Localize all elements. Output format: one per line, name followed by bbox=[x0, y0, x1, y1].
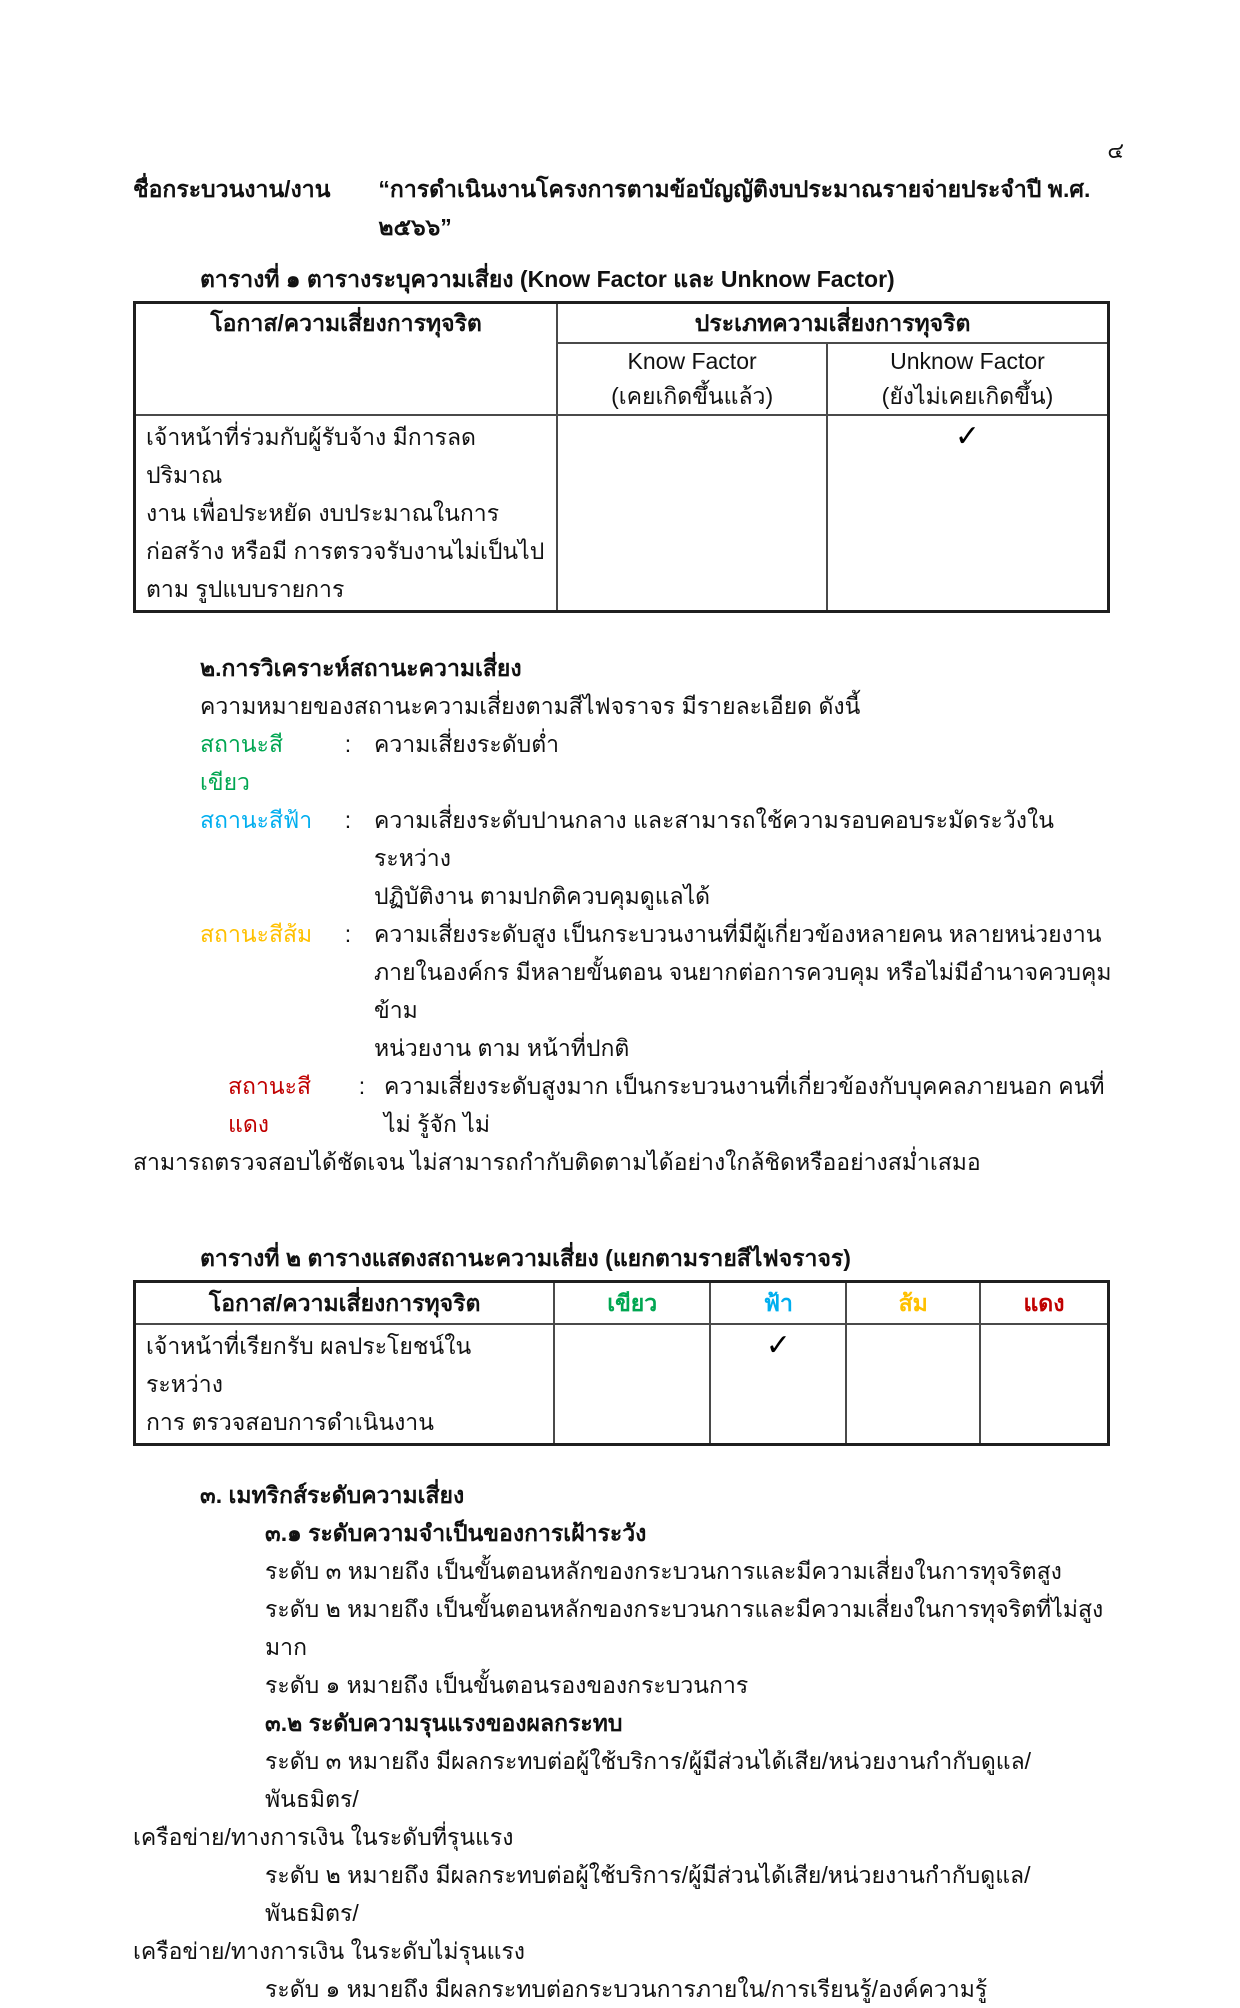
status-blue-line: ความเสี่ยงระดับปานกลาง และสามารถใช้ความรอบคอบระมัดระวังในระหว่าง bbox=[374, 807, 1054, 871]
status-red-continuation: สามารถตรวจสอบได้ชัดเจน ไม่สามารถกำกับติดตามได้อย่างใกล้ชิดหรืออย่างสม่ำเสมอ bbox=[133, 1149, 981, 1175]
status-orange-description bbox=[374, 915, 1115, 1067]
table2-row-green-cell bbox=[554, 1324, 710, 1445]
unknow-factor-subtitle: (ยังไม่เคยเกิดขึ้น) bbox=[881, 383, 1054, 409]
section3-sub1-item: ระดับ ๓ หมายถึง เป็นขั้นตอนหลักของกระบวนการและมีความเสี่ยงในการทุจริตสูง bbox=[265, 1557, 1062, 1584]
checkmark-icon: ✓ bbox=[765, 1328, 791, 1362]
table2-col-green: เขียว bbox=[554, 1282, 710, 1324]
table2-row-line: เจ้าหน้าที่เรียกรับ ผลประโยชน์ในระหว่าง bbox=[146, 1332, 472, 1397]
section2-heading: ๒.การวิเคราะห์สถานะความเสี่ยง bbox=[200, 655, 522, 681]
status-colon: : bbox=[344, 807, 352, 833]
table1-col-opportunity: โอกาส/ความเสี่ยงการทุจริต bbox=[135, 303, 558, 416]
status-red-row bbox=[228, 1067, 1115, 1143]
page-number: ๔ bbox=[1107, 138, 1124, 163]
table2-col-red: แดง bbox=[980, 1282, 1109, 1324]
unknow-factor-title: Unknow Factor bbox=[890, 348, 1045, 374]
section3-heading: ๓. เมทริกส์ระดับความเสี่ยง bbox=[200, 1481, 465, 1508]
table2-col-orange: ส้ม bbox=[846, 1282, 979, 1324]
status-red-label: สถานะสีแดง bbox=[228, 1073, 311, 1137]
table1-header-row-1 bbox=[135, 303, 1109, 344]
status-blue-label: สถานะสีฟ้า bbox=[200, 807, 313, 833]
table1-col-unknow-factor bbox=[827, 343, 1109, 415]
table2-row-orange-cell bbox=[846, 1324, 979, 1445]
section2-intro: ความหมายของสถานะความเสี่ยงตามสีไฟจราจร มีรายละเอียด ดังนี้ bbox=[200, 693, 861, 719]
risk-identification-table bbox=[133, 301, 1110, 613]
section3-sub2-item-continuation: เครือข่าย/ทางการเงิน ในระดับไม่รุนแรง bbox=[133, 1937, 526, 1964]
know-factor-title: Know Factor bbox=[627, 348, 757, 374]
table2-row-opportunity bbox=[135, 1324, 555, 1445]
status-red-description: ความเสี่ยงระดับสูงมาก เป็นกระบวนงานที่เกี่ยวข้องกับบุคคลภายนอก คนที่ไม่ รู้จัก ไม่ bbox=[384, 1073, 1105, 1137]
table1-row-line: ตาม รูปแบบรายการ bbox=[146, 576, 345, 602]
table2-row-blue-cell bbox=[710, 1324, 846, 1445]
table1-col-know-factor bbox=[557, 343, 827, 415]
section3-sub2-item-line: ระดับ ๒ หมายถึง มีผลกระทบต่อผู้ใช้บริการ/ผู้มีส่วนได้เสีย/หน่วยงานกำกับดูแล/พันธมิตร/ bbox=[265, 1861, 1031, 1926]
page-content bbox=[133, 170, 1115, 2008]
section3-sub2-item-line: ระดับ ๑ หมายถึง มีผลกระทบต่อกระบวนการภายใน/การเรียนรู้/องค์ความรู้ bbox=[265, 1975, 988, 2002]
section3-sub2-item-continuation: เครือข่าย/ทางการเงิน ในระดับที่รุนแรง bbox=[133, 1823, 514, 1850]
checkmark-icon: ✓ bbox=[954, 420, 981, 453]
status-green-label: สถานะสีเขียว bbox=[200, 731, 283, 795]
status-orange-label: สถานะสีส้ม bbox=[200, 921, 313, 947]
table2-caption: ตารางที่ ๒ ตารางแสดงสถานะความเสี่ยง (แยกตามรายสีไฟจราจร) bbox=[200, 1245, 851, 1271]
status-blue-description bbox=[374, 801, 1115, 915]
status-orange-line: ความเสี่ยงระดับสูง เป็นกระบวนงานที่มีผู้เกี่ยวข้องหลายคน หลายหน่วยงาน bbox=[374, 921, 1102, 947]
status-colon: : bbox=[344, 921, 352, 947]
process-title-line bbox=[133, 170, 1115, 246]
table1-row-unknow-cell bbox=[827, 415, 1109, 612]
table2-col-blue: ฟ้า bbox=[710, 1282, 846, 1324]
table2-header-row bbox=[135, 1282, 1109, 1324]
section3-sub1-heading: ๓.๑ ระดับความจำเป็นของการเฝ้าระวัง bbox=[265, 1519, 647, 1546]
table1-row-line: เจ้าหน้าที่ร่วมกับผู้รับจ้าง มีการลด ปริมาณ bbox=[146, 424, 476, 488]
status-green-row bbox=[200, 725, 1115, 801]
status-orange-line: ภายในองค์กร มีหลายขั้นตอน จนยากต่อการควบคุม หรือไม่มีอำนาจควบคุมข้าม bbox=[374, 959, 1112, 1023]
status-colon: : bbox=[358, 1073, 366, 1099]
process-name-label: ชื่อกระบวนงาน/งาน bbox=[133, 176, 331, 202]
process-name-value: “การดำเนินงานโครงการตามข้อบัญญัติงบประมาณรายจ่ายประจำปี พ.ศ. ๒๕๖๖” bbox=[378, 176, 1091, 240]
status-orange-row bbox=[200, 915, 1115, 1067]
section3-sub1-item: ระดับ ๑ หมายถึง เป็นขั้นตอนรองของกระบวนการ bbox=[265, 1671, 749, 1698]
table1-caption: ตารางที่ ๑ ตารางระบุความเสี่ยง (Know Factor และ Unknow Factor) bbox=[200, 266, 895, 292]
table1-row-line: ก่อสร้าง หรือมี การตรวจรับงานไม่เป็นไป bbox=[146, 538, 545, 564]
status-colon: : bbox=[344, 731, 352, 757]
status-blue-line: ปฏิบัติงาน ตามปกติควบคุมดูแลได้ bbox=[374, 883, 711, 909]
section3-sub2-item-line: ระดับ ๓ หมายถึง มีผลกระทบต่อผู้ใช้บริการ/ผู้มีส่วนได้เสีย/หน่วยงานกำกับดูแล/พันธมิตร/ bbox=[265, 1747, 1032, 1812]
table2-col-opportunity: โอกาส/ความเสี่ยงการทุจริต bbox=[135, 1282, 555, 1324]
risk-status-table bbox=[133, 1280, 1110, 1446]
table1-col-risk-type: ประเภทความเสี่ยงการทุจริต bbox=[557, 303, 1108, 344]
status-blue-row bbox=[200, 801, 1115, 915]
status-green-description: ความเสี่ยงระดับต่ำ bbox=[374, 731, 560, 757]
table1-row-opportunity bbox=[135, 415, 558, 612]
table2-row-red-cell bbox=[980, 1324, 1109, 1445]
table1-row-know-cell bbox=[557, 415, 827, 612]
table2-row-line: การ ตรวจสอบการดำเนินงาน bbox=[146, 1408, 434, 1435]
status-orange-line: หน่วยงาน ตาม หน้าที่ปกติ bbox=[374, 1035, 630, 1061]
know-factor-subtitle: (เคยเกิดขึ้นแล้ว) bbox=[611, 383, 774, 409]
table1-row bbox=[135, 415, 1109, 612]
table1-row-line: งาน เพื่อประหยัด งบประมาณในการ bbox=[146, 500, 500, 526]
section3-sub2-heading: ๓.๒ ระดับความรุนแรงของผลกระทบ bbox=[265, 1709, 623, 1736]
section3-sub1-item: ระดับ ๒ หมายถึง เป็นขั้นตอนหลักของกระบวนการและมีความเสี่ยงในการทุจริตที่ไม่สูงมาก bbox=[265, 1595, 1104, 1660]
table2-row bbox=[135, 1324, 1109, 1445]
